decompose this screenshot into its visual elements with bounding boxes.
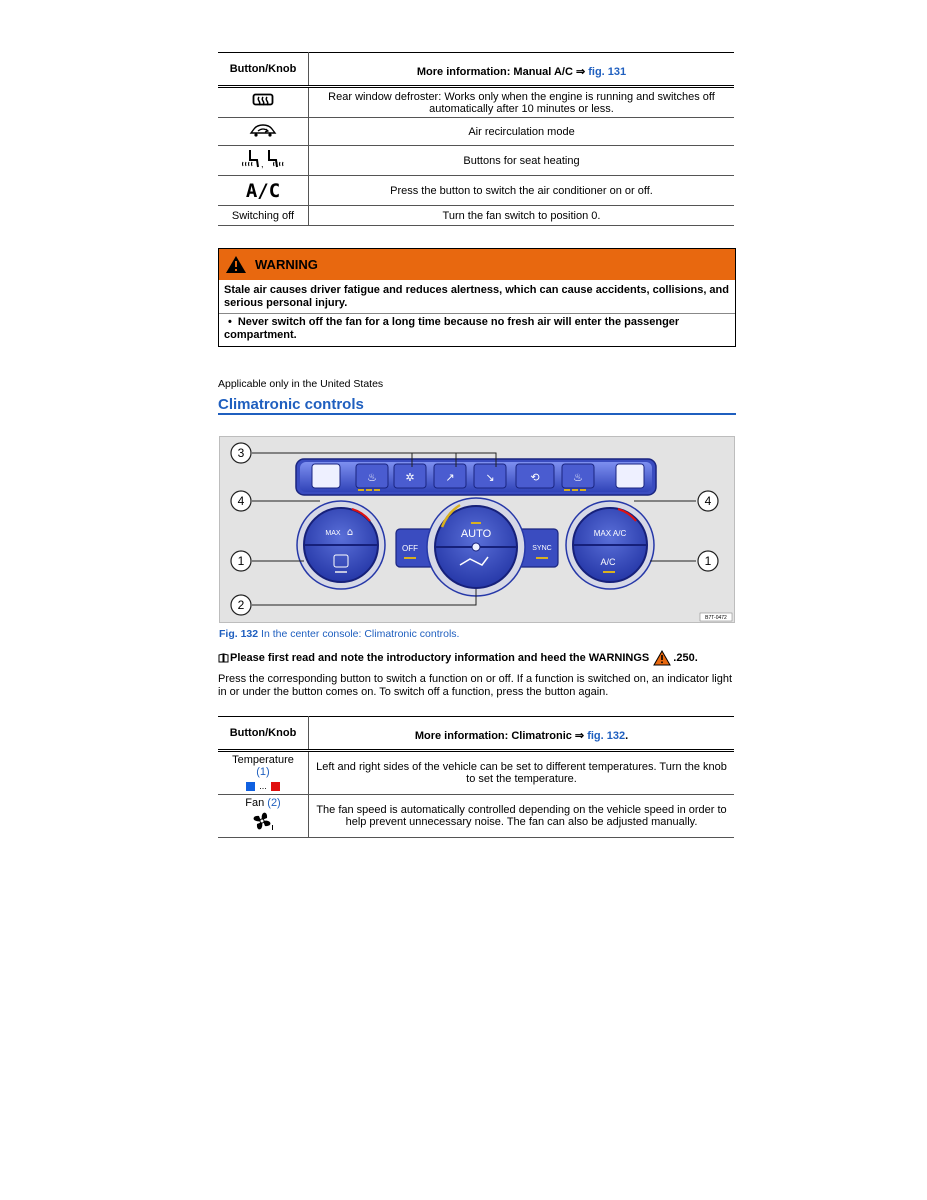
svg-text:SYNC: SYNC xyxy=(532,545,552,552)
airflow-upper-button[interactable] xyxy=(434,464,466,488)
table-header-button-knob: Button/Knob xyxy=(218,717,309,751)
row-text: Press the button to switch the air conditioner on or off. xyxy=(309,176,735,206)
warning-triangle-icon xyxy=(653,650,671,666)
svg-text:↘: ↘ xyxy=(485,471,495,484)
callout-2 xyxy=(231,595,251,615)
svg-text:4: 4 xyxy=(704,494,712,508)
applicability-note: Applicable only in the United States xyxy=(218,378,384,390)
callout-4-right xyxy=(698,491,718,511)
svg-text:3: 3 xyxy=(237,446,245,460)
table-row xyxy=(218,795,734,838)
svg-text:MAX: MAX xyxy=(325,530,341,537)
callout-3 xyxy=(231,443,251,463)
svg-text:2: 2 xyxy=(237,598,245,612)
row-text: Air recirculation mode xyxy=(309,118,735,146)
ac-icon-label: A/C xyxy=(218,176,309,206)
callout-1-right xyxy=(698,551,718,571)
svg-text:,: , xyxy=(261,159,264,169)
air-recirculation-icon xyxy=(249,123,277,137)
warning-triangle-icon xyxy=(225,255,247,274)
airflow-lower-button[interactable] xyxy=(474,464,506,488)
row-text: Turn the fan switch to position 0. xyxy=(309,206,735,226)
temperature-knob-right[interactable] xyxy=(566,501,654,589)
cold-swatch xyxy=(246,782,255,791)
warning-bullet: • Never switch off the fan for a long time because no fresh air will enter the passenger compartment. xyxy=(224,316,680,341)
svg-text:MAX A/C: MAX A/C xyxy=(593,529,627,538)
row-text: The fan speed is automatically controlled depending on the vehicle speed in order to help prevent unnecessary noise. The fan can also be adjusted manually. xyxy=(309,795,735,838)
rear-defroster-icon xyxy=(252,93,274,109)
seat-button-right[interactable] xyxy=(616,464,644,488)
svg-text:⌂: ⌂ xyxy=(346,527,354,538)
table-row xyxy=(218,146,734,176)
warning-title: WARNING xyxy=(255,257,318,272)
svg-text:A/C: A/C xyxy=(600,557,616,567)
row-text: Buttons for seat heating xyxy=(309,146,735,176)
intro-paragraph: Press the corresponding button to switch a function on or off. If a function is switched on, an indicator light in or under the button comes on. To switch off a function, press the button again. xyxy=(218,673,733,698)
book-icon xyxy=(218,653,229,663)
table-row xyxy=(218,751,734,795)
page-reference[interactable]: .250. xyxy=(673,652,698,664)
seat-heating-icon xyxy=(240,148,286,170)
caption-label: Fig. 132 xyxy=(219,628,259,640)
callout-1-left xyxy=(231,551,251,571)
svg-text:✲: ✲ xyxy=(405,471,415,484)
row-label: Switching off xyxy=(218,206,309,226)
table-row xyxy=(218,87,734,118)
seat-heat-passenger-button[interactable] xyxy=(562,464,594,488)
seat-heat-driver-button[interactable] xyxy=(356,464,388,488)
figure-code xyxy=(700,613,732,621)
svg-text:4: 4 xyxy=(237,494,245,508)
warning-header xyxy=(219,249,735,280)
svg-text:↗: ↗ xyxy=(445,471,455,484)
section-rule xyxy=(218,413,736,415)
warning-box xyxy=(218,248,736,347)
fig-132-link[interactable]: fig. 132 xyxy=(587,729,626,742)
range-dots: ... xyxy=(259,781,267,791)
table-header-more-info: More information: Climatronic ⇒ fig. 132. xyxy=(309,717,735,751)
table-header-more-info: More information: Manual A/C ⇒ fig. 131 xyxy=(309,53,735,87)
ref-1[interactable]: (1) xyxy=(256,766,270,778)
figure-caption: Fig. 132 In the center console: Climatronic controls. xyxy=(219,628,460,640)
fig-131-link[interactable]: fig. 131 xyxy=(588,65,627,78)
callout-4-left xyxy=(231,491,251,511)
table-manual-ac xyxy=(218,52,734,226)
climatronic-figure xyxy=(219,436,735,623)
row-text: Rear window defroster: Works only when the engine is running and switches off automatically after 10 minutes or less. xyxy=(309,87,735,118)
svg-text:B7T-0472: B7T-0472 xyxy=(705,615,727,621)
recirculation-auto-button[interactable] xyxy=(516,464,554,488)
temperature-knob-left[interactable] xyxy=(297,501,385,589)
climatronic-panel-illustration xyxy=(220,437,734,622)
svg-text:⟲: ⟲ xyxy=(530,471,540,484)
row-text: Left and right sides of the vehicle can be set to different temperatures. Turn the knob to set the temperature. xyxy=(309,751,735,795)
svg-text:1: 1 xyxy=(704,554,712,568)
table-header-button-knob: Button/Knob xyxy=(218,53,309,87)
section-title: Climatronic controls xyxy=(218,396,364,413)
seat-vent-button[interactable] xyxy=(394,464,426,488)
svg-text:♨: ♨ xyxy=(573,471,583,484)
table-row xyxy=(218,176,734,206)
fan-knob-center[interactable] xyxy=(427,498,525,596)
table-climatronic xyxy=(218,716,734,838)
row-label: Temperature xyxy=(232,754,294,766)
read-note: Please first read and note the introductory information and heed the WARNINGS .250. xyxy=(218,650,698,666)
table-row xyxy=(218,206,734,226)
table-row xyxy=(218,118,734,146)
svg-text:1: 1 xyxy=(237,554,245,568)
row-label: Fan xyxy=(245,797,265,809)
ref-2[interactable]: (2) xyxy=(267,797,281,809)
hot-swatch xyxy=(271,782,280,791)
seat-button-left[interactable] xyxy=(312,464,340,488)
svg-text:AUTO: AUTO xyxy=(460,528,492,540)
svg-text:OFF: OFF xyxy=(402,544,418,553)
warning-text: Stale air causes driver fatigue and reduces alertness, which can cause accidents, collisions, and serious personal injury. xyxy=(224,284,729,309)
temperature-range-swatches xyxy=(224,780,302,792)
svg-text:♨: ♨ xyxy=(367,471,377,484)
fan-icon xyxy=(251,810,275,832)
bullet-glyph: • xyxy=(228,316,232,328)
